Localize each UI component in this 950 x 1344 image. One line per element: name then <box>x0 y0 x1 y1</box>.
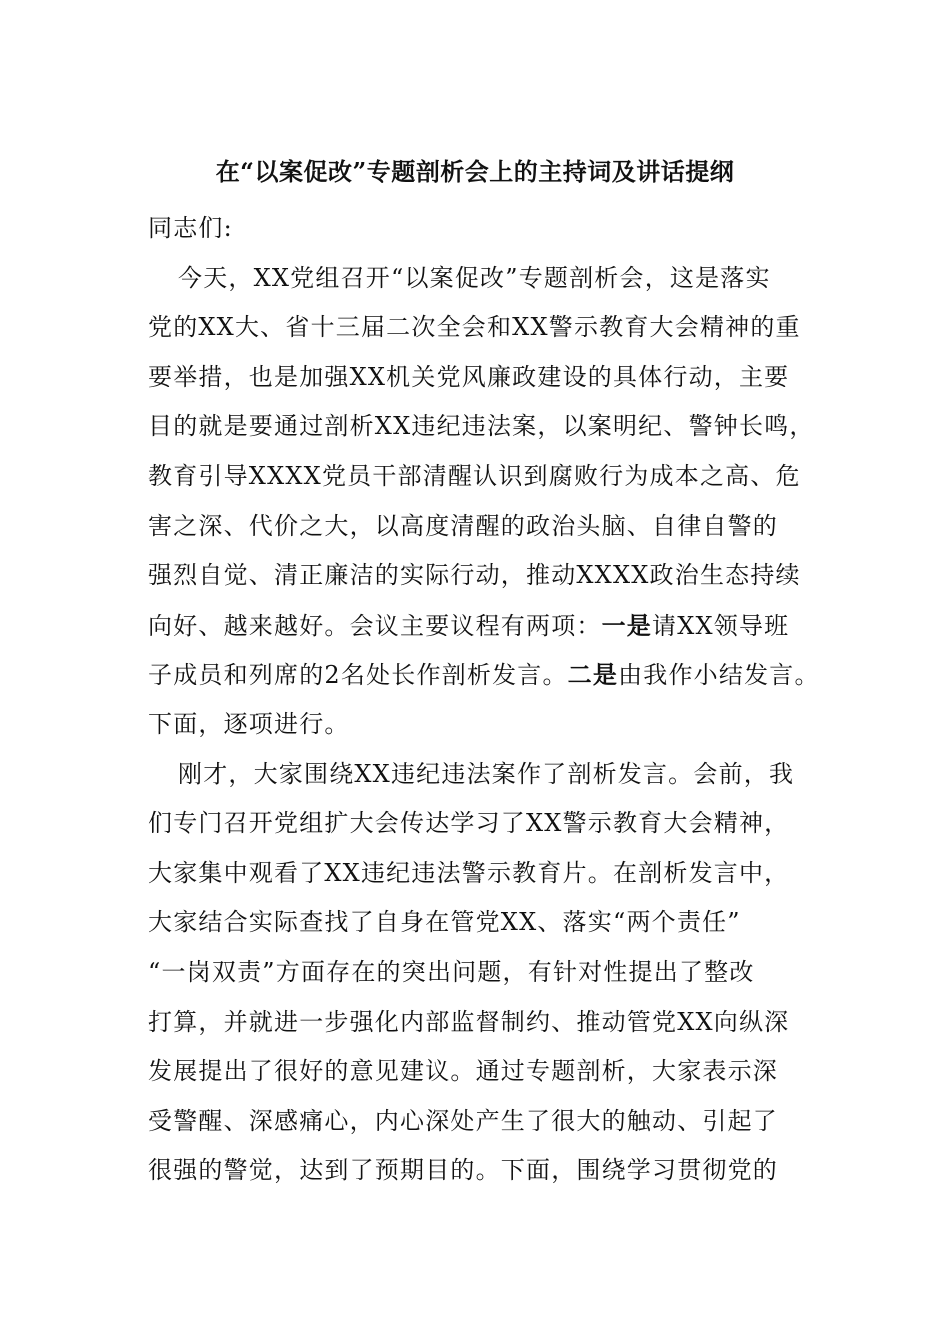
paragraph-2-line-6: 打算，并就进一步强化内部监督制约、推动管党XX向纵深 <box>148 1007 790 1036</box>
paragraph-1-line-9 <box>148 650 824 700</box>
document-title: 在“以案促改”专题剖析会上的主持词及讲话提纲 <box>215 157 735 186</box>
salutation: 同志们: <box>148 214 233 242</box>
paragraph-2-line-9: 很强的警觉，达到了预期目的。下面，围绕学习贯彻党的 <box>148 1156 778 1185</box>
paragraph-1-line-7: 强烈自觉、清正廉洁的实际行动，推动XXXX政治生态持续 <box>148 561 801 590</box>
paragraph-2-line-7: 发展提出了很好的意见建议。通过专题剖析，大家表示深 <box>148 1057 778 1086</box>
paragraph-2-line-5: “一岗双责”方面存在的突出问题，有针对性提出了整改 <box>148 957 755 986</box>
agenda-second-text: 由我作小结发言。 <box>618 661 820 690</box>
paragraph-1-line-5: 教育引导XXXX党员干部清醒认识到腐败行为成本之高、危 <box>148 461 801 490</box>
document-body <box>148 204 824 1196</box>
paragraph-1-line-2: 党的XX大、省十三届二次全会和XX警示教育大会精神的重 <box>148 313 801 342</box>
paragraph-2-line-4: 大家结合实际查找了自身在管党XX、落实“两个责任” <box>148 908 741 937</box>
paragraph-1-line-10: 下面，逐项进行。 <box>148 709 350 738</box>
paragraph-1-line-3: 要举措，也是加强XX机关党风廉政建设的具体行动，主要 <box>148 362 790 391</box>
paragraph-2-line-3: 大家集中观看了XX违纪违法警示教育片。在剖析发言中， <box>148 858 790 887</box>
paragraph-1-line-4: 目的就是要通过剖析XX违纪违法案，以案明纪、警钟长鸣， <box>148 412 815 441</box>
agenda-second-label: 二是 <box>567 660 619 690</box>
paragraph-1-line-6: 害之深、代价之大，以高度清醒的政治头脑、自律自警的 <box>148 511 778 540</box>
paragraph-1-line-8 <box>148 601 824 651</box>
paragraph-1-line-1: 今天，XX党组召开“以案促改”专题剖析会，这是落实 <box>178 263 771 292</box>
agenda-intro: 向好、越来越好。会议主要议程有两项： <box>148 611 602 640</box>
paragraph-2-line-8: 受警醒、深感痛心，内心深处产生了很大的触动、引起了 <box>148 1106 778 1135</box>
paragraph-2-line-1: 刚才，大家围绕XX违纪违法案作了剖析发言。会前，我 <box>178 759 795 788</box>
agenda-first-text-cont: 子成员和列席的2名处长作剖析发言。 <box>148 661 568 690</box>
agenda-first-label: 一是 <box>601 610 653 640</box>
paragraph-2-line-2: 们专门召开党组扩大会传达学习了XX警示教育大会精神， <box>148 809 790 838</box>
agenda-first-text: 请XX领导班 <box>652 611 790 640</box>
